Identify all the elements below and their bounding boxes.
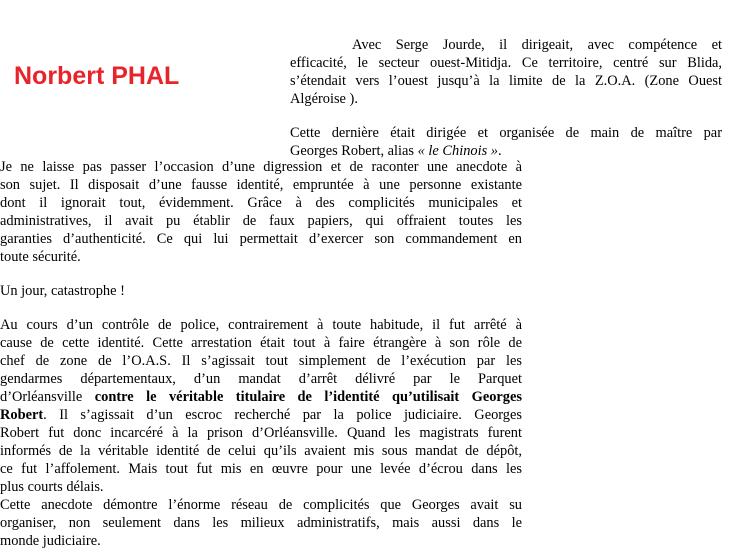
text-line: son sujet. Il disposait d’une fausse identité, empruntée à une personne existante [0,177,522,193]
text-line: Cette dernière était dirigée et organisée de main de maître par [290,125,722,141]
text-line [0,388,522,406]
paragraph-georges-robert [290,124,722,160]
paragraph-conclusion [0,496,522,550]
top-column [290,36,722,160]
text-line: Robert fut donc incarcéré à la prison d’Orléansville. Quand les magistrats furent [0,425,522,441]
text-line: s’étendait vers l’ouest jusqu’à la limite de la Z.O.A. (Zone Ouest [290,73,722,89]
text-line: gendarmes départementaux, d’un mandat d’arrêt délivré par le Parquet [0,371,522,387]
text-line: organiser, non seulement dans les milieux administratifs, mais aussi dans le [0,515,522,531]
text-line: toute sécurité. [0,249,81,265]
text-line: Un jour, catastrophe ! [0,283,125,299]
text-line: monde judiciaire. [0,533,101,549]
text-line: plus courts délais. [0,479,104,495]
text-line: Je ne laisse pas passer l’occasion d’une digression et de raconter une anecdote à [0,159,522,175]
paragraph-arrest [0,316,522,496]
paragraph-anecdote [0,158,522,266]
text-fragment: . [497,143,502,159]
text-line: Cette anecdote démontre l’énorme réseau de complicités que Georges avait su [0,497,522,513]
text-line: Algéroise ). [290,91,358,107]
bold-text: contre le véritable titulaire de l’identité qu’utilisait Georges [94,389,522,405]
text-line-content: Avec Serge Jourde, il dirigeait, avec compétence et [352,37,722,53]
text-line: ce fut l’affolement. Mais tout fut mis en œuvre pour une levée d’écrou dans les [0,461,522,477]
text-line: cause de cette identité. Cette arrestation était tout à faire étrangère à son rôle de [0,335,522,351]
paragraph-serge-jourde [290,36,722,108]
text-line: chef de zone de l’O.A.S. Il s’agissait tout simplement de l’exécution par les [0,353,522,369]
alias-text: « le Chinois » [417,143,498,159]
text-line: Au cours d’un contrôle de police, contrairement à toute habitude, il fut arrêté à [0,317,522,333]
text-fragment: . Il s’agissait d’un escroc recherché par la police judiciaire. Georges [43,407,522,423]
paragraph-catastrophe [0,282,522,300]
text-line: garanties d’authenticité. Ce qui lui permettait d’exercer son commandement en [0,231,522,247]
text-line: dont il ignorait tout, évidemment. Grâce à des complicités municipales et [0,195,522,211]
author-name: Norbert PHAL [14,62,180,90]
text-line: informés de la véritable identité de celui qu’ils avaient mis sous mandat de dépôt, [0,443,522,459]
text-fragment: Georges Robert, alias [290,143,418,159]
text-line: administratives, il avait pu établir de faux papiers, qui offraient toutes les [0,213,522,229]
text-fragment: d’Orléansville [0,389,95,405]
text-line: efficacité, le secteur ouest-Mitidja. Ce territoire, centré sur Blida, [290,55,722,71]
text-line [0,406,522,424]
text-line [290,36,722,54]
bold-text: Robert [0,407,44,423]
main-column [0,158,522,550]
